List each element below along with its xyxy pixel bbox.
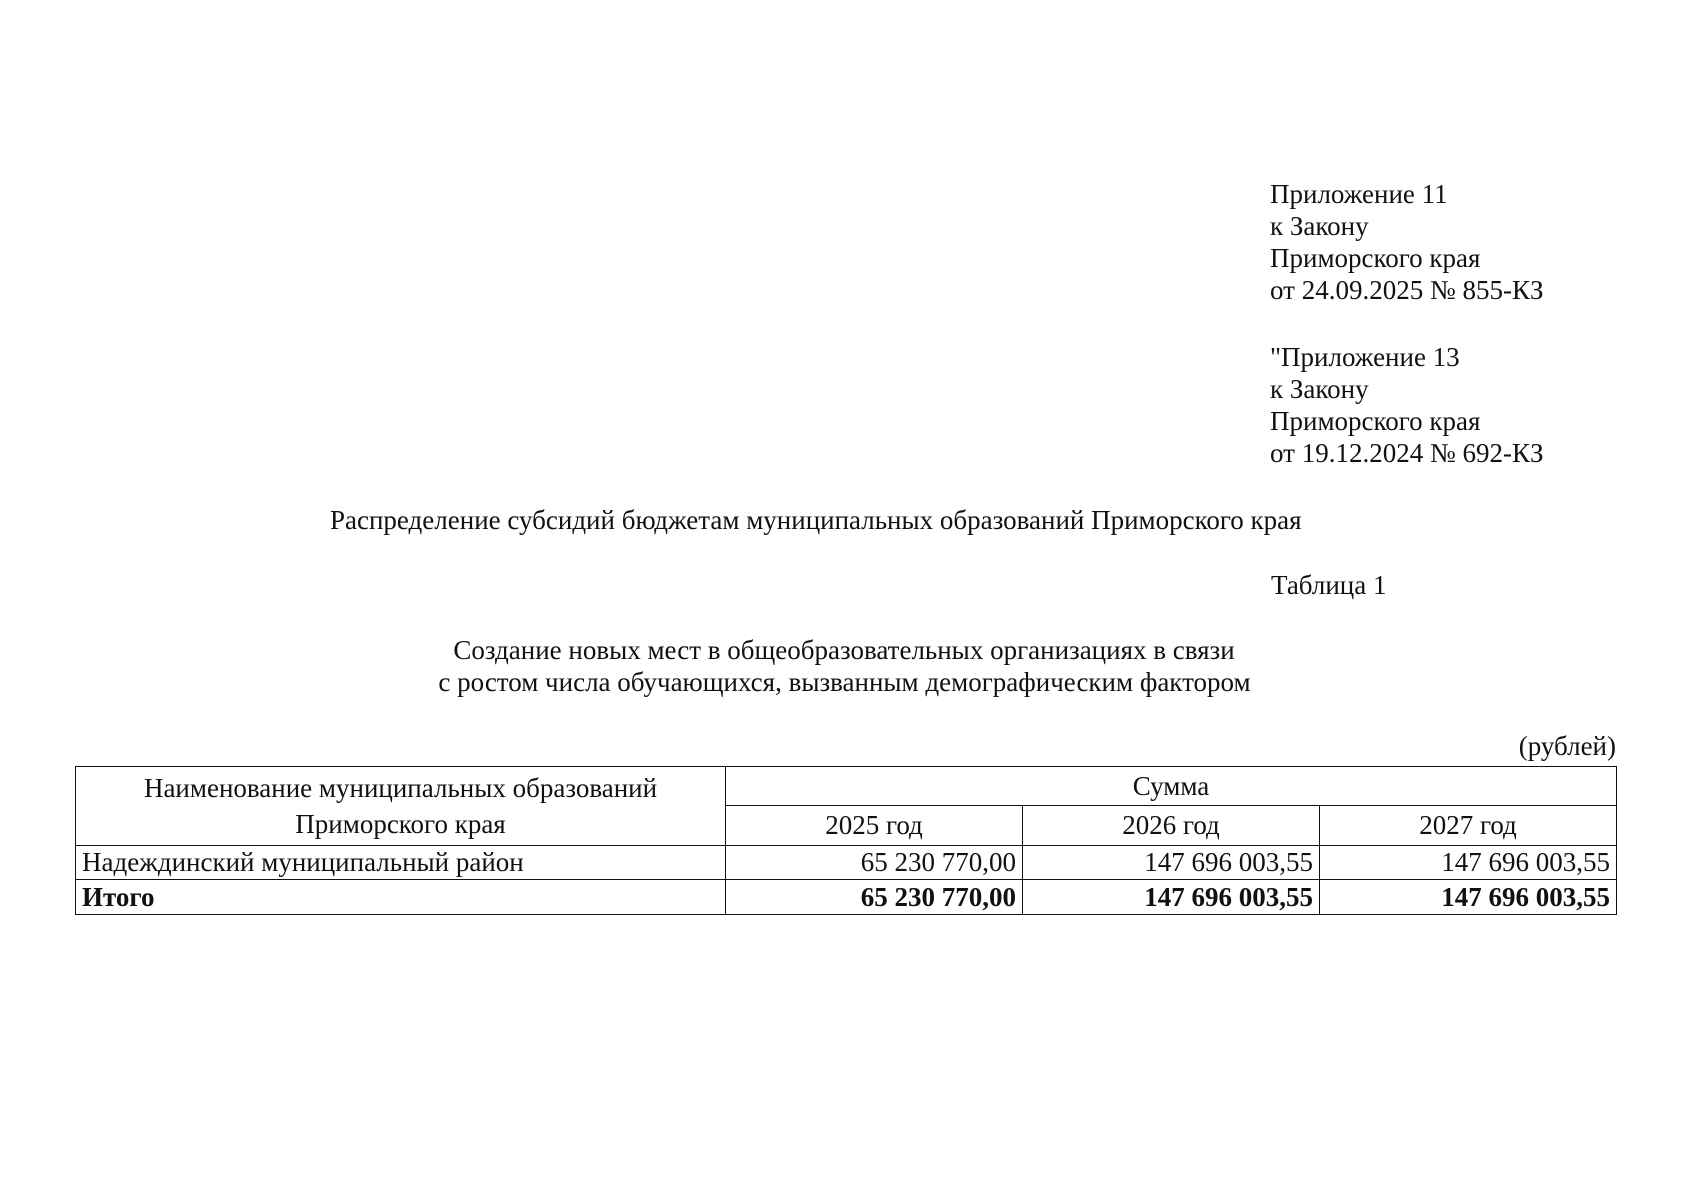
annex-quoted-reference	[1270, 341, 1543, 469]
total-amount-cell: 147 696 003,55	[1023, 880, 1320, 915]
subtitle-line: с ростом числа обучающихся, вызванным демографическим фактором	[438, 667, 1251, 697]
annex-line: к Закону	[1270, 211, 1369, 241]
table-header-row	[76, 767, 1617, 806]
subtitle-line: Создание новых мест в общеобразовательных организациях в связи	[453, 635, 1235, 665]
annex-line: Приморского края	[1270, 243, 1481, 273]
total-label: Итого	[76, 880, 726, 915]
column-header-name: Наименование муниципальных образований Приморского края	[76, 767, 726, 846]
column-header-sum: Сумма	[726, 767, 1617, 806]
document-title: Распределение субсидий бюджетам муниципальных образований Приморского края	[330, 505, 1302, 535]
table-label: Таблица 1	[1271, 570, 1387, 600]
annex-quoted-line: Приморского края	[1270, 406, 1481, 436]
annex-quoted-line: от 19.12.2024 № 692-КЗ	[1270, 438, 1544, 468]
table-subtitle	[0, 634, 1698, 698]
column-header-year: 2026 год	[1023, 806, 1320, 846]
annex-quoted-line: "Приложение 13	[1270, 342, 1460, 372]
annex-line: Приложение 11	[1270, 179, 1448, 209]
total-amount-cell: 65 230 770,00	[726, 880, 1023, 915]
table-row	[76, 846, 1617, 880]
column-header-year: 2025 год	[726, 806, 1023, 846]
amount-cell: 147 696 003,55	[1320, 846, 1617, 880]
municipality-name: Надеждинский муниципальный район	[76, 846, 726, 880]
annex-quoted-line: к Закону	[1270, 374, 1369, 404]
amount-cell: 65 230 770,00	[726, 846, 1023, 880]
subsidy-table	[75, 766, 1617, 915]
total-amount-cell: 147 696 003,55	[1320, 880, 1617, 915]
table-total-row	[76, 880, 1617, 915]
column-header-year: 2027 год	[1320, 806, 1617, 846]
annex-reference	[1270, 178, 1543, 306]
amount-cell: 147 696 003,55	[1023, 846, 1320, 880]
annex-line: от 24.09.2025 № 855-КЗ	[1270, 275, 1544, 305]
units-label: (рублей)	[1518, 731, 1616, 761]
